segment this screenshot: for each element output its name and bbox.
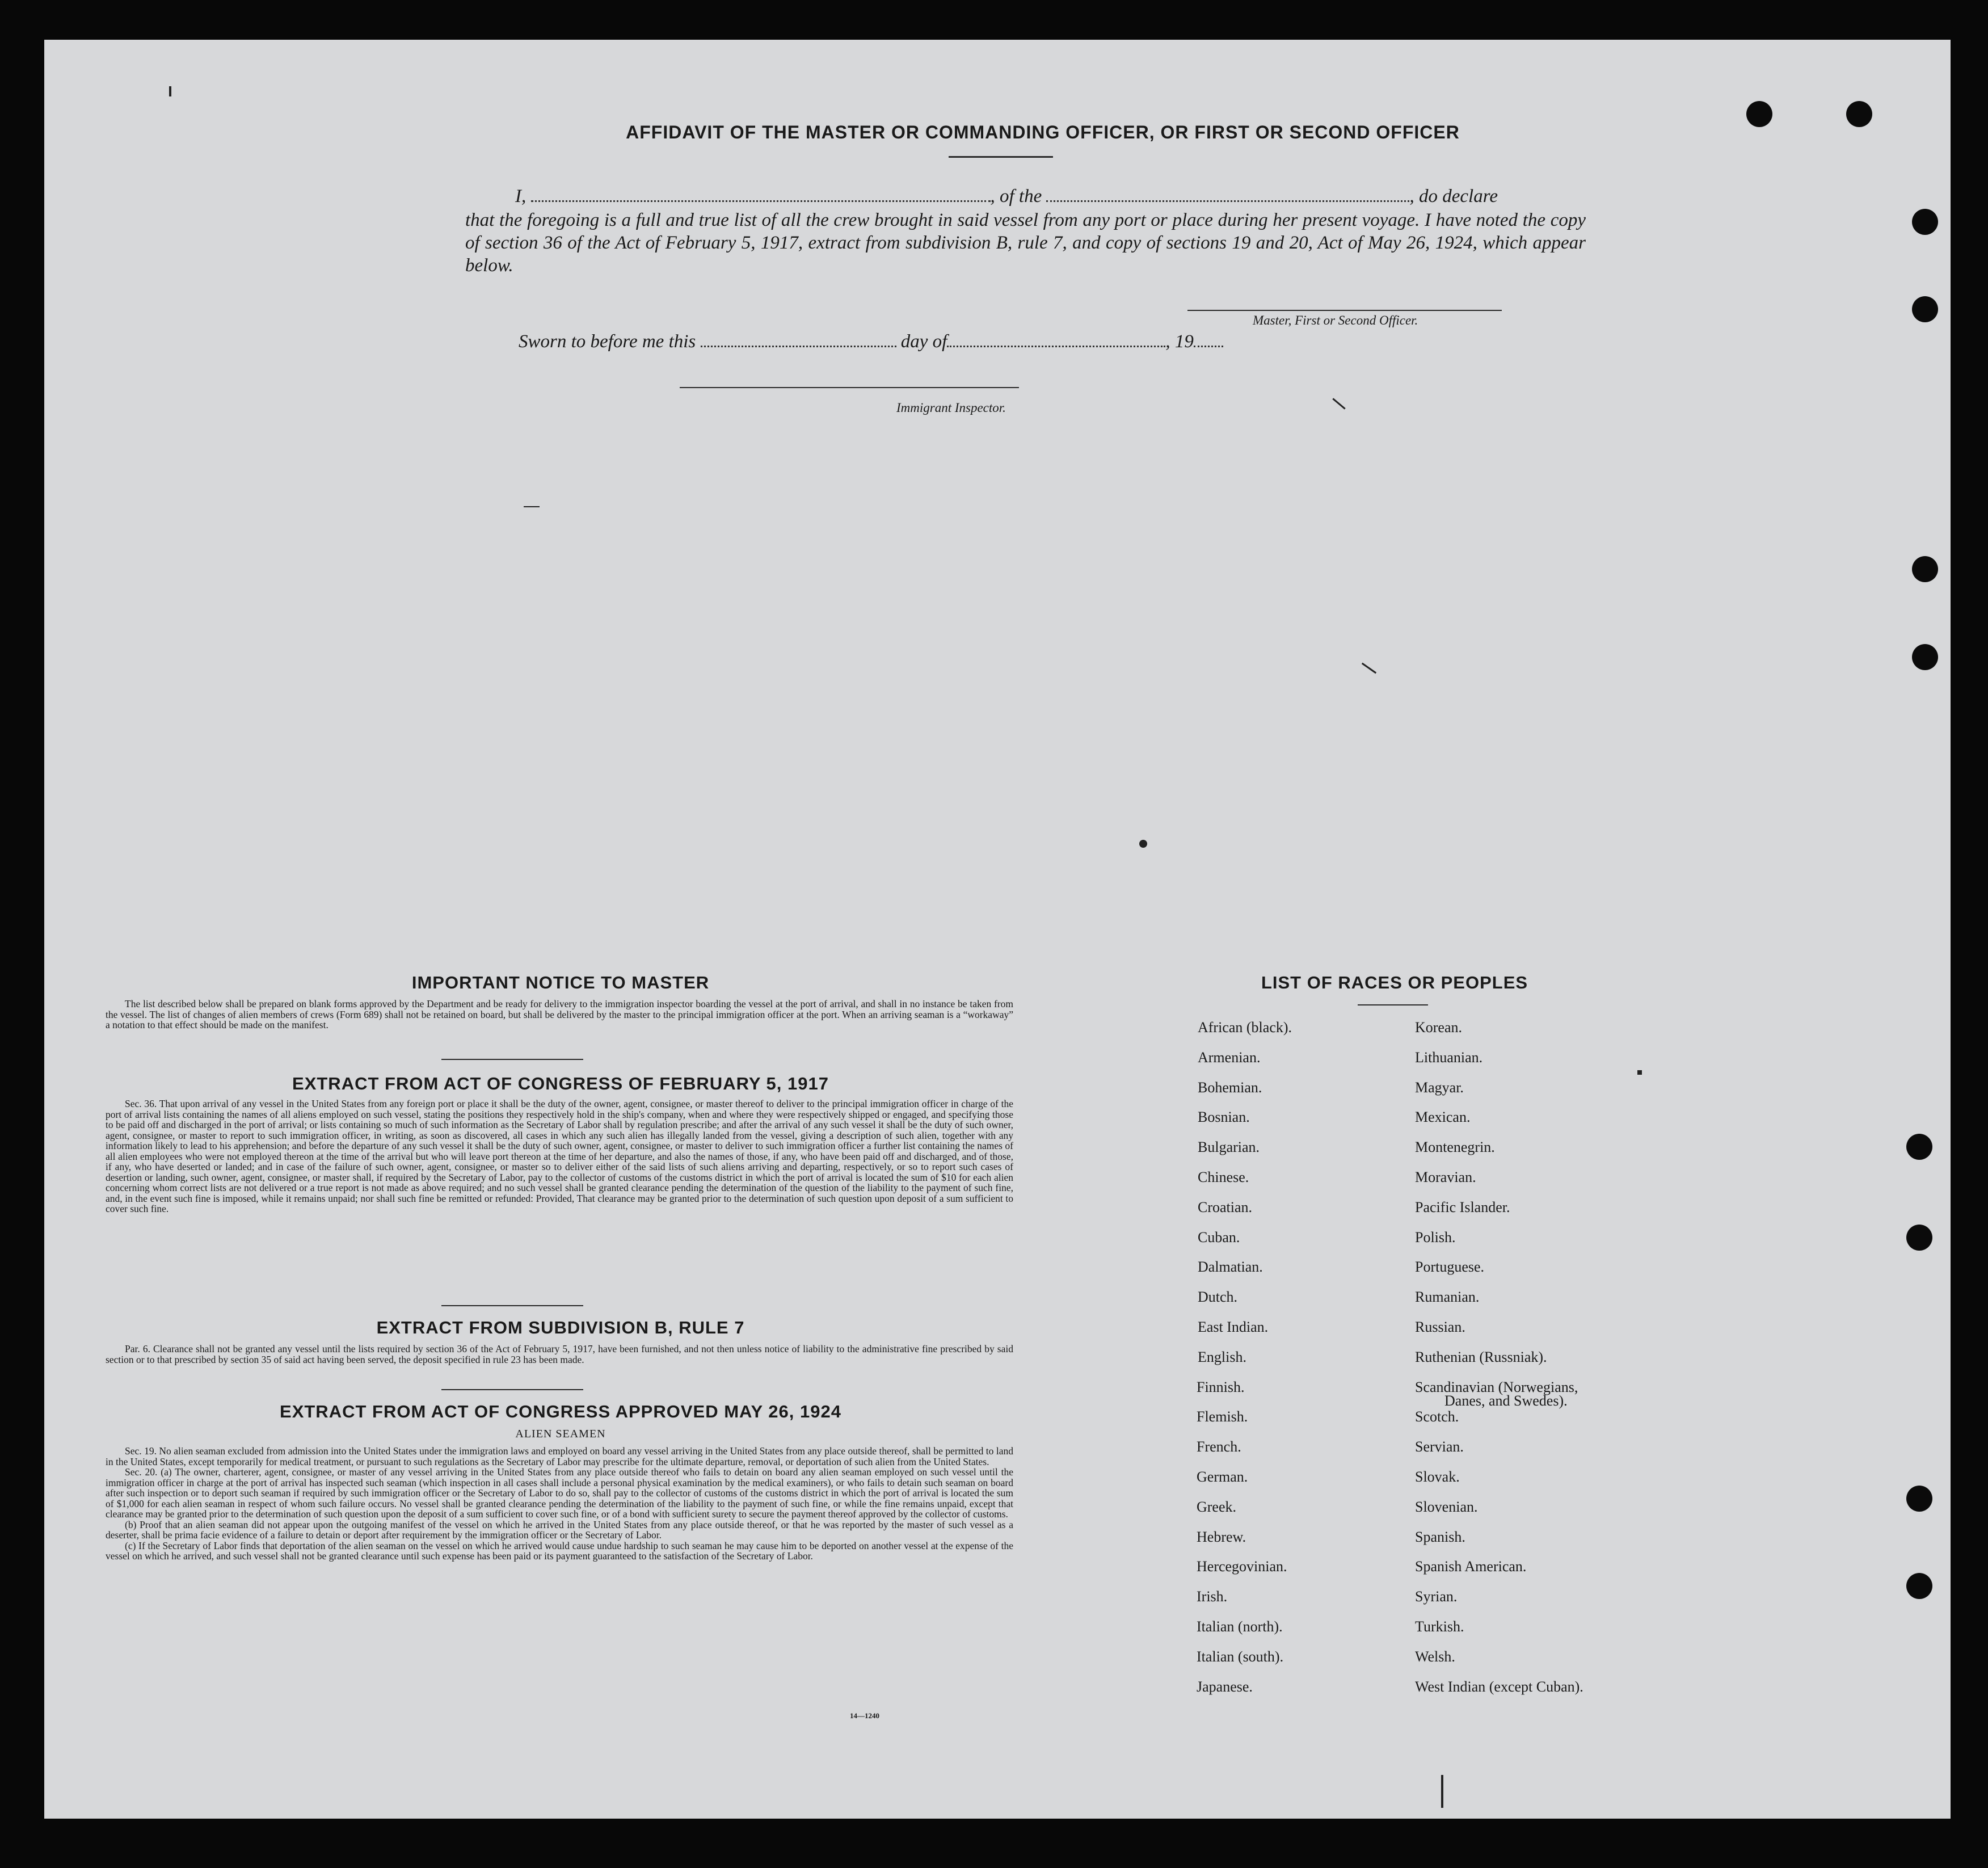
race-item: Lithuanian. — [1415, 1049, 1483, 1066]
section-19-text: Sec. 19. No alien seaman excluded from admission into the United States under the immigration laws and employed on board any vessel arriving in the United States from any place outside thereof, shall be permitted to land in the United States, except temporarily for medical treatment, or pursuant to such regulations as the Secretary of Labor may prescribe for the ultimate departure, removal, or deportation of such alien from the United States. — [106, 1445, 1013, 1467]
notice-paragraph: The list described below shall be prepared on blank forms approved by the Department and be ready for delivery to the immigration inspector boarding the vessel at the port of arrival, and shall in no instance be taken from the vessel. The list of changes of alien members of crews (Form 689) shall not be retained on board, but shall be delivered by the master to the principal immigration officer at the port. When an arriving seaman is a “workaway” a notation to that effect should be made on the manifest. — [106, 998, 1013, 1030]
race-item: Montenegrin. — [1415, 1139, 1495, 1156]
sworn-line — [519, 331, 1223, 352]
race-item: Portuguese. — [1415, 1259, 1485, 1276]
race-item: Dalmatian. — [1198, 1259, 1263, 1276]
races-title-rule — [1358, 1004, 1428, 1005]
document-page — [44, 40, 1951, 1819]
race-item: Korean. — [1415, 1019, 1463, 1036]
name-field[interactable] — [531, 200, 991, 202]
race-item: Magyar. — [1415, 1079, 1464, 1096]
scan-mark — [1362, 663, 1376, 674]
section-divider — [441, 1305, 583, 1306]
race-item: Chinese. — [1198, 1169, 1249, 1185]
race-item: Bulgarian. — [1198, 1139, 1260, 1156]
race-item: Slovenian. — [1415, 1498, 1478, 1515]
race-item: Turkish. — [1415, 1618, 1464, 1635]
binder-hole — [1746, 101, 1772, 127]
race-item: Ruthenian (Russniak). — [1415, 1348, 1547, 1365]
form-number: 14—1240 — [850, 1711, 879, 1720]
race-item: Scotch. — [1415, 1408, 1459, 1425]
section-36-text: Sec. 36. That upon arrival of any vessel in the United States from any foreign port or place it shall be the duty of the owner, agent, consignee, or master thereof to deliver to the principal immigration officer in charge of the port of arrival lists containing the names of all aliens employed on such vessel, stating the positions they respectively hold in the ship's company, when and where they were respectively shipped or engaged, and specifying those to be paid off and discharged in the port of arrival; or lists containing so much of such information as the Secretary of Labor shall by regulation prescribe; and after the arrival of any such vessel it shall be the duty of such owner, agent, consignee, or master to report to such immigration officer, in writing, as soon as discovered, all cases in which any such alien has illegally landed from the vessel, giving a description of such alien, together with any information likely to lead to his apprehension; and before the departure of any such vessel it shall be the duty of such owner, agent, consignee, or master to deliver to such immigration officer a further list containing the names of all alien employees who were not employed thereon at the time of the arrival but who will leave port thereon at the time of her departure, and also the names of those, if any, who have been paid off and discharged, and of those, if any, who have deserted or landed; and in case of the failure of such owner, agent, consignee, or master so to deliver either of the said lists of such aliens arriving and departing, respectively, or so to report such cases of desertion or landing, such owner, agent, consignee, or master shall, if required by the Secretary of Labor, pay to the collector of customs of the customs district in which the port of arrival is located the sum of $10 for each alien concerning whom correct lists are not delivered or a true report is not made as above required; and no such vessel shall be granted clearance pending the determination of the question of the liability to the payment of such fine, and, in the event such fine is imposed, while it remains unpaid; nor shall such fine be remitted or refunded: Provided, That clearance may be granted prior to the determination of such question upon deposit of a sum sufficient to cover such fine. — [106, 1098, 1013, 1214]
i-label: I, — [515, 186, 527, 207]
race-item: Spanish American. — [1415, 1558, 1527, 1575]
binder-hole — [1912, 209, 1938, 235]
declaration-text: that the foregoing is a full and true list of all the crew brought in said vessel from any port or place during her present voyage. I have noted the copy of section 36 of the Act of February 5, 1917, extract from subdivision B, rule 7, and copy of sections 19 and 20, Act of May 26, 1924, which appear below. — [465, 210, 1586, 276]
alien-seamen-subtitle: ALIEN SEAMEN — [515, 1428, 606, 1440]
section-20b-text: (b) Proof that an alien seaman did not appear upon the outgoing manifest of the vessel on which he arrived in the United States from any place outside thereof, or that he was reported by the master of such vessel as a deserter, shall be prima facie evidence of a failure to detain or deport after requirement by the immigration officer or the Secretary of Labor. — [106, 1518, 1013, 1541]
year-prefix: , 19 — [1165, 331, 1194, 352]
race-item: Armenian. — [1198, 1049, 1261, 1066]
sworn-prefix: Sworn to before me this — [519, 331, 696, 352]
paragraph-6-text: Par. 6. Clearance shall not be granted any vessel until the lists required by section 36 of the Act of February 5, 1917, have been furnished, and not then unless notice of liability to the administrative fine prescribed by said section or to that prescribed by section 35 of said act having been served, the deposit specified in rule 23 has been made. — [106, 1343, 1013, 1365]
race-item: Irish. — [1197, 1588, 1228, 1605]
declaration-line — [515, 186, 1621, 207]
do-declare-label: , do declare — [1409, 186, 1498, 207]
races-left-column — [1198, 1019, 1402, 1751]
inspector-caption: Immigrant Inspector. — [896, 401, 1006, 415]
scan-mark — [1441, 1775, 1443, 1808]
race-item: Mexican. — [1415, 1109, 1471, 1126]
section-20c-text: (c) If the Secretary of Labor finds that deportation of the alien seaman on the vessel on which he arrived would cause undue hardship to such seaman he may cause him to be deported on another vessel at the expense of the vessel on which he arrived, and such vessel shall not be granted clearance until such expense has been paid or its payment guaranteed to the satisfaction of the Secretary of Labor. — [106, 1539, 1013, 1562]
binder-hole — [1906, 1573, 1932, 1599]
title-rule — [949, 156, 1053, 158]
binder-hole — [1912, 556, 1938, 582]
master-caption: Master, First or Second Officer. — [1253, 313, 1418, 327]
race-item: Cuban. — [1198, 1228, 1240, 1246]
extract-1917-title: EXTRACT FROM ACT OF CONGRESS OF FEBRUARY 5, 1917 — [292, 1074, 829, 1093]
race-item: Pacific Islander. — [1415, 1198, 1510, 1215]
race-item: French. — [1197, 1438, 1241, 1455]
signature-line[interactable] — [1187, 310, 1502, 311]
sworn-year-field[interactable] — [1194, 346, 1223, 347]
extract-1924-body — [106, 1446, 1013, 1562]
race-item: Bohemian. — [1198, 1079, 1262, 1096]
section-20a-text: Sec. 20. (a) The owner, charterer, agent, consignee, or master of any vessel arriving in the United States from any place outside thereof who fails to detain on board any alien seaman employed on such vessel until the immigration officer in charge at the port of arrival has inspected such seaman (which inspection in all cases shall include a personal physical examination by the medical examiners), or who fails to detain such seaman on board after such inspection or to deport such seaman if required by such immigration officer or the Secretary of Labor to do so, shall pay to the collector of customs of the customs district in which the port of arrival is located the sum of $1,000 for each alien seaman in respect of whom such failure occurs. No vessel shall be granted clearance pending the determination of the liability to the payment of such fine, or while the fine remains unpaid, except that clearance may be granted prior to the determination of such question upon the deposit of a sum sufficient to cover such fine, or of a bond with sufficient surety to secure the payment thereof approved by the collector of customs. — [106, 1466, 1013, 1520]
scan-mark — [524, 506, 540, 507]
race-item: Scandinavian (Norwegians, — [1415, 1378, 1578, 1395]
inspector-signature-line[interactable] — [680, 387, 1019, 388]
day-of-label: day of — [900, 331, 947, 352]
race-item: English. — [1198, 1348, 1246, 1365]
race-item: Japanese. — [1197, 1678, 1253, 1695]
race-item: Hercegovinian. — [1197, 1558, 1287, 1575]
race-item: Russian. — [1415, 1319, 1465, 1335]
race-item: East Indian. — [1198, 1319, 1269, 1335]
races-title: LIST OF RACES OR PEOPLES — [1261, 973, 1528, 992]
race-item: Bosnian. — [1198, 1109, 1250, 1126]
race-item: Polish. — [1415, 1228, 1456, 1246]
scan-mark — [1139, 840, 1147, 848]
scan-mark — [1332, 398, 1345, 409]
extract-1924-title: EXTRACT FROM ACT OF CONGRESS APPROVED MAY 26, 1924 — [280, 1402, 841, 1421]
race-item: Danes, and Swedes). — [1444, 1392, 1568, 1409]
binder-hole — [1906, 1225, 1932, 1251]
extract-rule7-title: EXTRACT FROM SUBDIVISION B, RULE 7 — [376, 1318, 745, 1337]
race-item: Moravian. — [1415, 1169, 1476, 1185]
vessel-field[interactable] — [1046, 200, 1409, 202]
races-right-column — [1415, 1019, 1676, 1751]
binder-hole — [1846, 101, 1872, 127]
section-divider — [441, 1059, 583, 1060]
binder-hole — [1912, 296, 1938, 322]
of-the-label: , of the — [990, 186, 1042, 207]
race-item: Italian (north). — [1197, 1618, 1283, 1635]
extract-rule7-body — [106, 1344, 1013, 1365]
race-item: African (black). — [1198, 1019, 1292, 1036]
race-item: Greek. — [1197, 1498, 1237, 1515]
race-item: Welsh. — [1415, 1648, 1455, 1665]
affidavit-title: AFFIDAVIT OF THE MASTER OR COMMANDING OFFICER, OR FIRST OR SECOND OFFICER — [626, 122, 1460, 142]
binder-hole — [1906, 1486, 1932, 1512]
section-divider — [441, 1389, 583, 1390]
binder-hole — [1912, 644, 1938, 670]
race-item: Croatian. — [1198, 1198, 1253, 1215]
race-item: West Indian (except Cuban). — [1415, 1678, 1583, 1695]
sworn-day-field[interactable] — [701, 346, 896, 347]
race-item: Flemish. — [1197, 1408, 1248, 1425]
binder-hole — [1906, 1134, 1932, 1160]
race-item: Spanish. — [1415, 1528, 1465, 1545]
race-item: Rumanian. — [1415, 1289, 1480, 1306]
race-item: Dutch. — [1198, 1289, 1238, 1306]
race-item: Servian. — [1415, 1438, 1464, 1455]
notice-title: IMPORTANT NOTICE TO MASTER — [411, 973, 710, 992]
race-item: German. — [1197, 1469, 1248, 1485]
notice-body — [106, 999, 1013, 1030]
race-item: Hebrew. — [1197, 1528, 1246, 1545]
race-item: Syrian. — [1415, 1588, 1458, 1605]
race-item: Slovak. — [1415, 1469, 1460, 1485]
extract-1917-body — [106, 1099, 1013, 1214]
scan-mark — [169, 86, 171, 96]
race-item: Finnish. — [1197, 1378, 1245, 1395]
sworn-month-field[interactable] — [947, 346, 1165, 347]
race-item: Italian (south). — [1197, 1648, 1284, 1665]
